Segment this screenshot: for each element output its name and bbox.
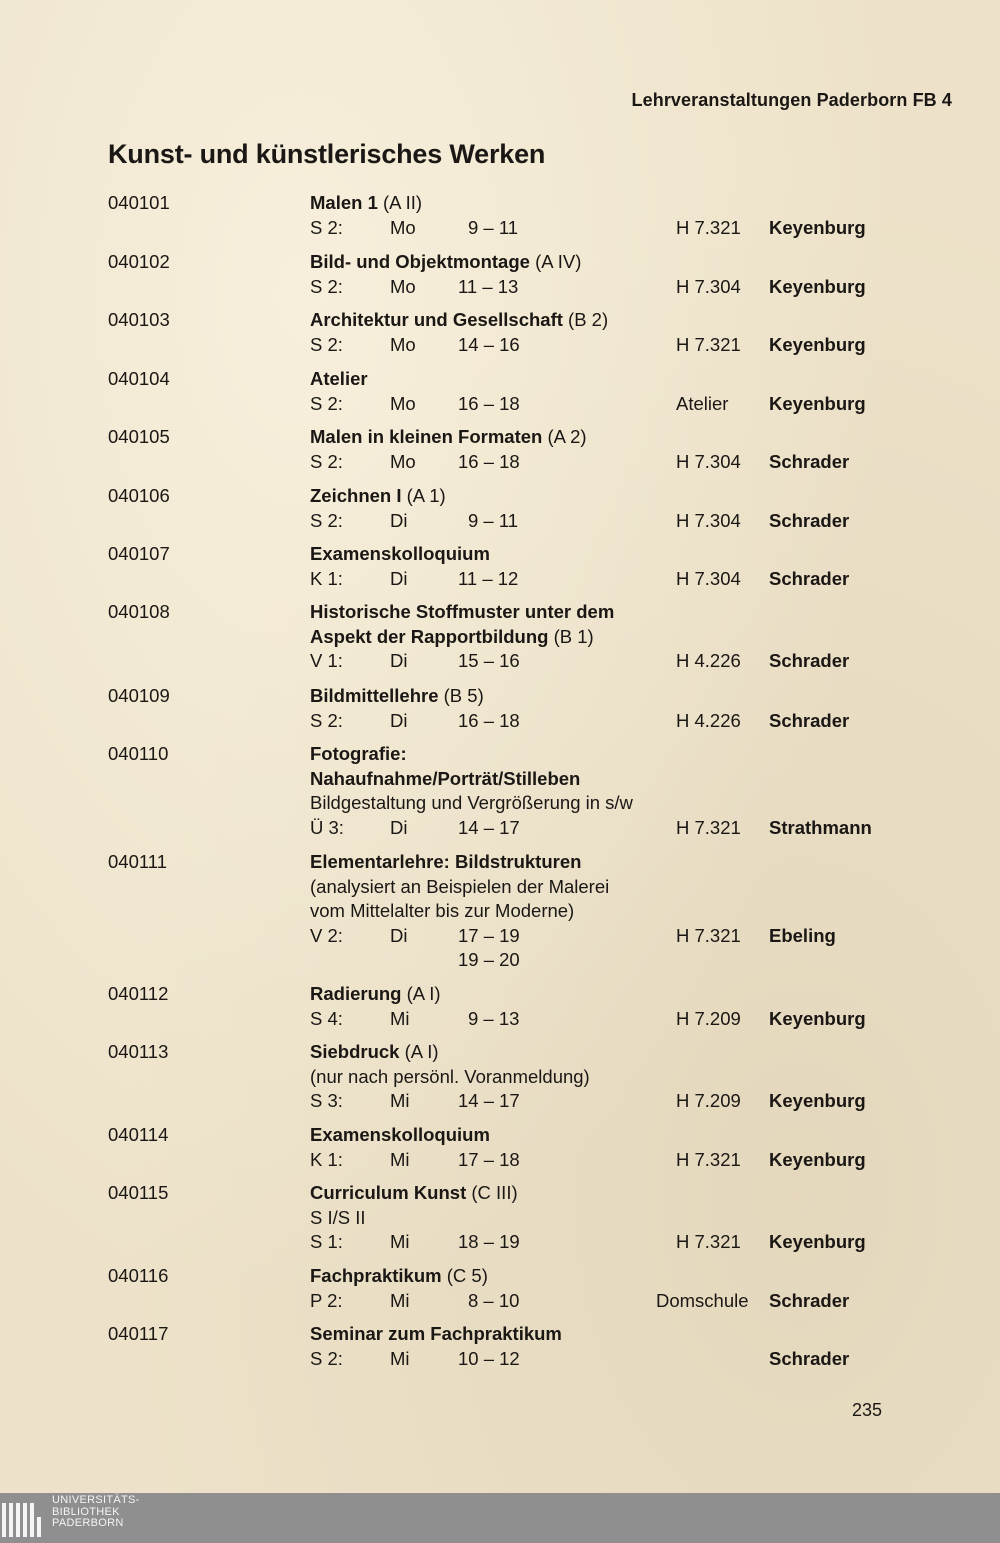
course-day: Mi	[390, 1090, 410, 1111]
library-logo-text	[52, 1495, 140, 1530]
course-body	[310, 1123, 950, 1172]
course-room: H 7.321	[676, 1231, 741, 1252]
course-room: H 7.304	[676, 567, 741, 589]
course-day: Mi	[390, 1289, 410, 1311]
schedule-row	[310, 450, 950, 475]
course-title: Atelier	[310, 368, 368, 389]
course-day: Di	[390, 816, 408, 838]
course-number: 040110	[108, 743, 169, 764]
course-type: V 1:	[310, 650, 343, 671]
course-title-line	[310, 308, 950, 333]
course-title: Curriculum Kunst	[310, 1182, 467, 1203]
running-head: Lehrveranstaltungen Paderborn FB 4	[631, 90, 952, 110]
course-title-line	[310, 684, 950, 709]
course-title-line	[310, 1181, 950, 1206]
course-body	[310, 1040, 950, 1114]
course-number: 040117	[108, 1323, 169, 1344]
course-body	[310, 191, 950, 240]
course-lecturer: Keyenburg	[769, 392, 866, 414]
course-day: Mo	[390, 450, 416, 472]
course-type: S 2:	[310, 509, 343, 531]
course-body	[310, 308, 950, 357]
schedule-row	[310, 509, 950, 534]
course-title-line	[310, 367, 950, 392]
course-body	[310, 742, 950, 840]
course-title: Examenskolloquium	[310, 543, 490, 564]
course-type: S 1:	[310, 1231, 343, 1252]
course-room: H 7.321	[676, 924, 741, 946]
course-room: H 4.226	[676, 709, 741, 731]
course-title-line	[310, 1322, 950, 1347]
course-subtitle: (A II)	[377, 192, 423, 213]
course-lecturer: Keyenburg	[769, 1090, 866, 1111]
course-time: 19 – 20	[458, 949, 520, 970]
course-subtitle: (A I)	[401, 983, 441, 1004]
course-time: 11 – 12	[458, 567, 519, 589]
course-lecturer: Keyenburg	[769, 1007, 866, 1029]
course-body	[310, 982, 950, 1031]
course-body	[310, 542, 950, 591]
course-body	[310, 425, 950, 474]
course-time: 17 – 18	[458, 1148, 520, 1170]
course-subtitle: (A I)	[399, 1041, 439, 1062]
course-subtitle: (C 5)	[441, 1265, 488, 1286]
course-subtitle: S I/S II	[310, 1206, 366, 1228]
course-body	[310, 600, 950, 674]
schedule-row	[310, 1347, 950, 1372]
course-subtitle: (nur nach persönl. Voranmeldung)	[310, 1065, 590, 1087]
course-time: 10 – 12	[458, 1347, 520, 1369]
course-title: Fotografie:	[310, 743, 407, 764]
course-lecturer: Schrader	[769, 650, 850, 671]
course-room: H 7.304	[676, 275, 741, 297]
course-day: Mo	[390, 333, 416, 355]
course-number: 040105	[108, 426, 170, 447]
library-logo-line: BIBLIOTHEK	[52, 1505, 120, 1518]
course-type: S 2:	[310, 216, 343, 238]
course-lecturer: Ebeling	[769, 924, 836, 946]
course-time: 17 – 19	[458, 924, 520, 946]
course-number: 040106	[108, 485, 170, 506]
course-type: S 2:	[310, 392, 343, 414]
course-title-line	[310, 1065, 950, 1090]
library-footer	[0, 1493, 1000, 1543]
course-title: Siebdruck	[310, 1041, 400, 1062]
course-room: H 4.226	[676, 650, 741, 671]
course-time: 14 – 17	[458, 1090, 520, 1111]
course-lecturer: Keyenburg	[769, 216, 866, 238]
course-time: 16 – 18	[458, 392, 520, 414]
course-number: 040114	[108, 1124, 169, 1145]
course-type: S 2:	[310, 1347, 343, 1369]
course-title: Seminar zum Fachpraktikum	[310, 1323, 562, 1344]
course-day: Di	[390, 509, 408, 531]
course-title: Aspekt der Rapportbildung	[310, 625, 549, 647]
course-title-line	[310, 1264, 950, 1289]
course-room: H 7.321	[676, 816, 741, 838]
course-lecturer: Keyenburg	[769, 333, 866, 355]
course-subtitle: vom Mittelalter bis zur Moderne)	[310, 900, 575, 921]
library-logo-line: PADERBORN	[52, 1517, 124, 1529]
course-lecturer: Schrader	[769, 1347, 850, 1369]
course-type: S 4:	[310, 1007, 343, 1029]
course-title-line	[310, 1123, 950, 1148]
course-subtitle: (B 2)	[562, 309, 609, 330]
course-title-line	[310, 742, 950, 767]
course-subtitle: Bildgestaltung und Vergrößerung in s/w	[310, 792, 633, 813]
course-lecturer: Keyenburg	[769, 1148, 866, 1170]
course-lecturer: Schrader	[769, 567, 850, 589]
course-type: Ü 3:	[310, 816, 344, 838]
course-title: Architektur und Gesellschaft	[310, 309, 563, 330]
course-title-line	[310, 875, 950, 900]
course-room: H 7.321	[676, 333, 741, 355]
schedule-row	[310, 1230, 950, 1255]
course-lecturer: Schrader	[769, 709, 850, 731]
course-body	[310, 484, 950, 533]
schedule-row	[310, 924, 950, 949]
course-title: Nahaufnahme/Porträt/Stilleben	[310, 767, 581, 789]
course-type: V 2:	[310, 924, 343, 946]
course-title-line	[310, 191, 950, 216]
course-day: Di	[390, 709, 408, 731]
course-lecturer: Keyenburg	[769, 275, 866, 297]
course-lecturer: Schrader	[769, 450, 850, 472]
course-day: Mi	[390, 1148, 410, 1170]
schedule-row	[310, 333, 950, 358]
course-title-line	[310, 542, 950, 567]
course-time: 14 – 16	[458, 333, 520, 355]
course-type: K 1:	[310, 1148, 343, 1170]
course-day: Mo	[390, 392, 416, 414]
course-type: K 1:	[310, 567, 343, 589]
schedule-row	[310, 948, 950, 973]
course-time: 9 – 11	[468, 509, 519, 531]
course-number: 040103	[108, 309, 170, 330]
course-time: 14 – 17	[458, 816, 520, 838]
course-subtitle: (B 5)	[438, 685, 484, 706]
course-room: H 7.321	[676, 216, 741, 238]
schedule-row	[310, 1148, 950, 1173]
course-body	[310, 367, 950, 416]
course-title: Zeichnen I	[310, 485, 402, 506]
course-type: P 2:	[310, 1289, 343, 1311]
schedule-row	[310, 1007, 950, 1032]
course-body	[310, 1181, 950, 1255]
schedule-row	[310, 1289, 950, 1314]
course-subtitle: (C III)	[466, 1182, 518, 1203]
course-time: 8 – 10	[468, 1289, 520, 1311]
course-title-line	[310, 625, 950, 650]
course-number: 040109	[108, 685, 170, 706]
course-day: Mo	[390, 216, 416, 238]
course-title: Radierung	[310, 983, 402, 1004]
schedule-row	[310, 649, 950, 674]
course-day: Di	[390, 924, 408, 946]
course-type: S 2:	[310, 450, 343, 472]
schedule-row	[310, 567, 950, 592]
course-title-line	[310, 425, 950, 450]
course-time: 16 – 18	[458, 450, 520, 472]
course-type: S 2:	[310, 709, 343, 731]
course-title: Bild- und Objektmontage	[310, 251, 530, 272]
course-lecturer: Keyenburg	[769, 1231, 866, 1252]
course-type: S 2:	[310, 333, 343, 355]
course-title-line	[310, 899, 950, 924]
course-title: Bildmittellehre	[310, 685, 439, 706]
course-room: Atelier	[676, 392, 729, 414]
course-subtitle: (B 1)	[548, 625, 594, 647]
course-title: Historische Stoffmuster unter dem	[310, 601, 615, 622]
course-day: Mi	[390, 1347, 410, 1369]
course-title-line	[310, 600, 950, 625]
course-subtitle: (A IV)	[529, 251, 582, 272]
schedule-row	[310, 709, 950, 734]
course-number: 040111	[108, 851, 167, 872]
course-body	[310, 850, 950, 973]
course-room: Domschule	[656, 1289, 749, 1311]
schedule-row	[310, 816, 950, 841]
schedule-row	[310, 392, 950, 417]
course-subtitle: (A 2)	[542, 426, 587, 447]
course-time: 9 – 11	[468, 216, 519, 238]
course-day: Mo	[390, 275, 416, 297]
course-title-line	[310, 1040, 950, 1065]
course-number: 040115	[108, 1182, 169, 1203]
course-room: H 7.209	[676, 1090, 741, 1111]
page-number: 235	[852, 1400, 883, 1420]
course-time: 18 – 19	[458, 1231, 520, 1252]
course-room: H 7.304	[676, 450, 741, 472]
section-title: Kunst- und künstlerisches Werken	[108, 139, 546, 169]
course-lecturer: Schrader	[769, 509, 850, 531]
schedule-row	[310, 1089, 950, 1114]
course-day: Di	[390, 567, 408, 589]
course-lecturer: Schrader	[769, 1289, 850, 1311]
course-time: 9 – 13	[468, 1007, 520, 1029]
course-title-line	[310, 1206, 950, 1231]
course-body	[310, 250, 950, 299]
course-number: 040112	[108, 983, 169, 1004]
course-body	[310, 1264, 950, 1313]
course-number: 040113	[108, 1041, 169, 1062]
library-logo-line: UNIVERSITÄTS-	[52, 1494, 140, 1506]
course-room: H 7.304	[676, 509, 741, 531]
course-body	[310, 1322, 950, 1371]
course-title-line	[310, 484, 950, 509]
course-number: 040104	[108, 368, 170, 389]
schedule-row	[310, 216, 950, 241]
course-time: 11 – 13	[458, 275, 519, 297]
course-title-line	[310, 767, 950, 792]
course-subtitle: (A 1)	[401, 485, 446, 506]
library-logo-icon	[0, 1503, 44, 1537]
course-lecturer: Strathmann	[769, 816, 872, 838]
course-subtitle: (analysiert an Beispielen der Malerei	[310, 875, 610, 897]
course-title: Examenskolloquium	[310, 1124, 490, 1145]
course-title-line	[310, 250, 950, 275]
schedule-row	[310, 275, 950, 300]
course-time: 15 – 16	[458, 650, 520, 671]
course-day: Mi	[390, 1007, 410, 1029]
course-number: 040116	[108, 1265, 169, 1286]
course-type: S 3:	[310, 1090, 343, 1111]
course-number: 040108	[108, 601, 170, 622]
course-day: Di	[390, 650, 408, 671]
course-title-line	[310, 791, 950, 816]
course-time: 16 – 18	[458, 709, 520, 731]
course-number: 040107	[108, 543, 170, 564]
course-number: 040102	[108, 251, 170, 272]
course-room: H 7.209	[676, 1007, 741, 1029]
course-room: H 7.321	[676, 1148, 741, 1170]
course-title-line	[310, 850, 950, 875]
course-title-line	[310, 982, 950, 1007]
course-type: S 2:	[310, 275, 343, 297]
course-title: Fachpraktikum	[310, 1265, 442, 1286]
course-title: Malen 1	[310, 192, 378, 213]
course-body	[310, 684, 950, 733]
course-title: Elementarlehre: Bildstrukturen	[310, 851, 582, 872]
course-day: Mi	[390, 1231, 410, 1252]
course-title: Malen in kleinen Formaten	[310, 426, 543, 447]
course-number: 040101	[108, 192, 170, 213]
